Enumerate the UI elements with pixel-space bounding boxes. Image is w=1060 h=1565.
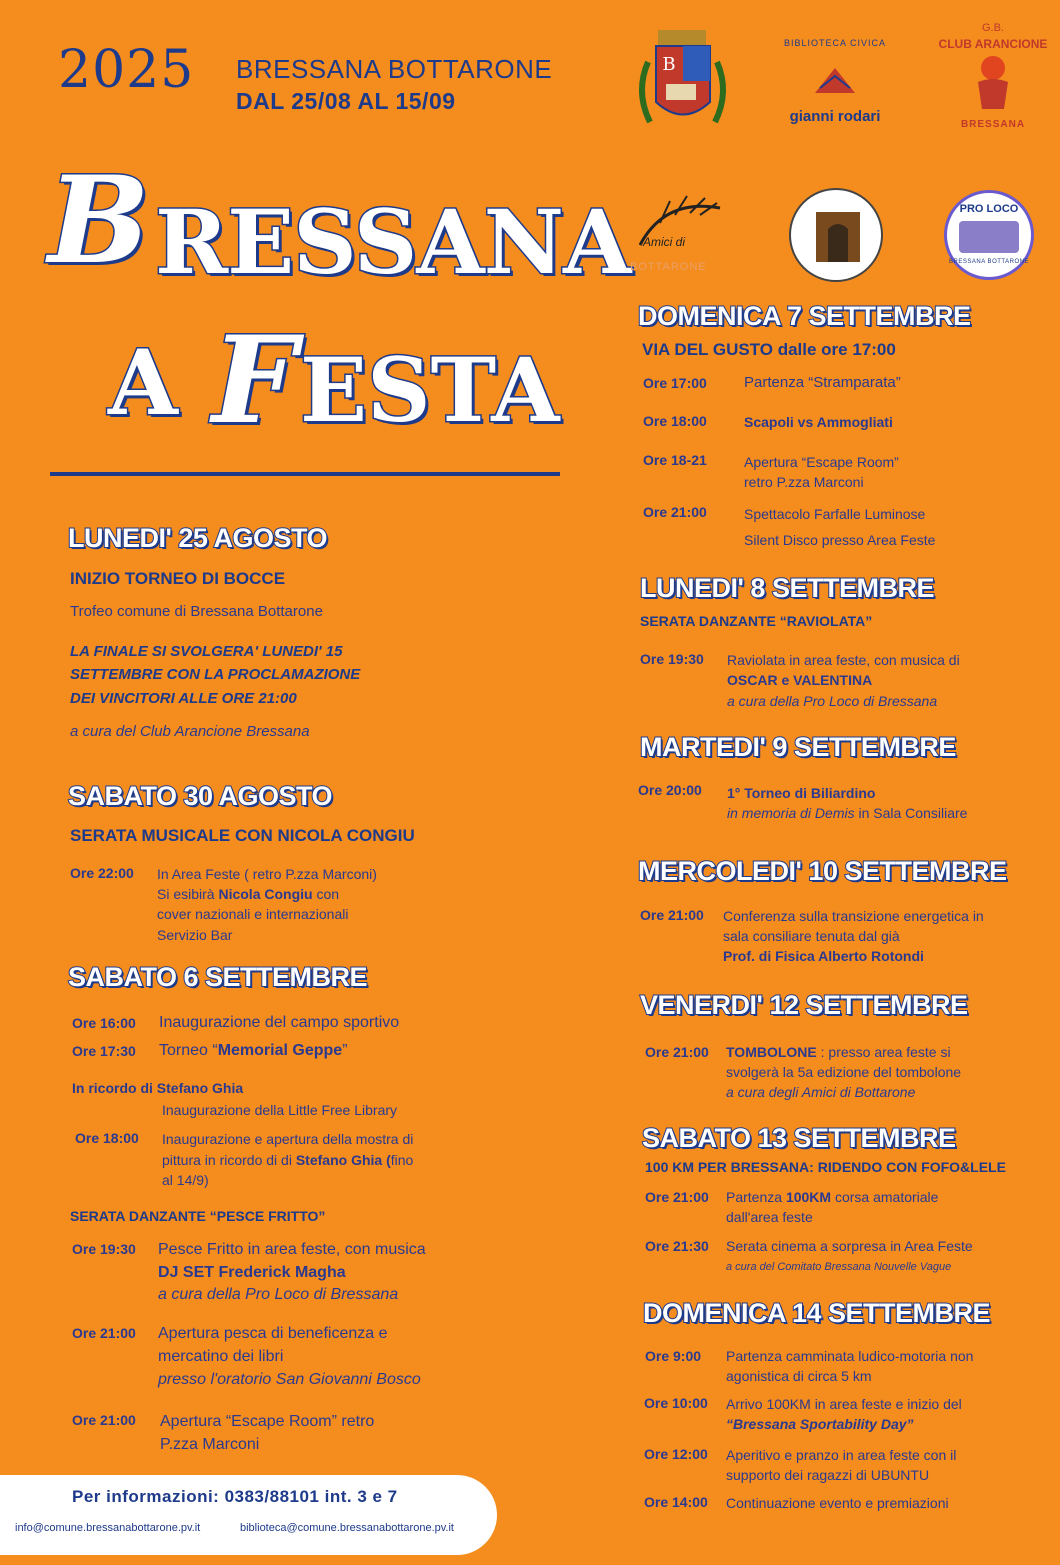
svg-text:B: B <box>662 54 676 75</box>
biblioteca-logo-top: BIBLIOTECA CIVICA <box>783 38 887 48</box>
day-heading-dom14: DOMENICA 14 SETTEMBRE <box>643 1298 991 1328</box>
event-time: Ore 20:00 <box>638 782 702 798</box>
year: 2025 <box>58 40 195 100</box>
event-time: Ore 9:00 <box>645 1348 702 1364</box>
event-time: Ore 21:00 <box>640 907 704 923</box>
text-line: 1° Torneo di Biliardino <box>727 785 876 801</box>
title-divider <box>50 472 560 476</box>
biblioteca-logo <box>780 38 890 138</box>
title-ressana: RESSANA <box>155 190 631 294</box>
section-note: In ricordo di Stefano Ghia <box>72 1080 244 1096</box>
text-line: Apertura “Escape Room” <box>744 454 899 470</box>
title-a: A <box>108 330 178 436</box>
amici-bottarone-logo <box>625 193 730 275</box>
title-letter-b: B <box>48 150 148 291</box>
text-span: fino <box>390 1152 414 1168</box>
day-heading-mar9: MARTEDI' 9 SETTEMBRE <box>640 732 956 762</box>
event-time: Ore 19:30 <box>72 1241 136 1257</box>
building-icon <box>808 204 868 266</box>
event-time: Ore 21:00 <box>645 1189 709 1205</box>
text-line: presso l'oratorio San Giovanni Bosco <box>158 1371 421 1388</box>
text-span: in Sala Consiliare <box>854 805 968 821</box>
event-time: Ore 10:00 <box>644 1395 708 1411</box>
event-name: 100KM <box>785 1189 832 1205</box>
event-time: Ore 18:00 <box>75 1130 139 1146</box>
comitato-logo <box>789 188 883 282</box>
text-span: Partenza <box>726 1189 786 1205</box>
text-line: a cura del Comitato Bressana Nouvelle Vague <box>726 1261 952 1273</box>
text-line <box>726 1187 938 1207</box>
text-line: Partenza “Stramparata” <box>744 374 901 391</box>
text-line: SETTEMBRE CON LA PROCLAMAZIONE <box>70 666 361 683</box>
text-span: in memoria di Demis <box>727 805 855 821</box>
event-time: Ore 18:00 <box>643 413 707 429</box>
text-line: Raviolata in area feste, con musica di <box>727 652 960 668</box>
event-time: Ore 21:00 <box>72 1325 136 1341</box>
day-heading-ven12: VENERDI' 12 SETTEMBRE <box>640 990 968 1020</box>
text-span: Si esibirà <box>157 886 219 902</box>
text-line: Prof. di Fisica Alberto Rotondi <box>723 948 924 964</box>
title-letter-f: F <box>212 310 298 451</box>
text-line <box>157 884 339 904</box>
subheading: SERATA DANZANTE “PESCE FRITTO” <box>70 1208 326 1224</box>
info-phone: Per informazioni: 0383/88101 int. 3 e 7 <box>72 1487 398 1506</box>
day-heading-lun8: LUNEDI' 8 SETTEMBRE <box>640 573 934 603</box>
pro-loco-logo-image <box>959 221 1019 253</box>
text-span: : presso area feste si <box>816 1044 951 1060</box>
amici-logo-subtext: BOTTARONE <box>630 261 707 273</box>
text-line: Apertura “Escape Room” retro <box>160 1413 375 1430</box>
event-time: Ore 16:00 <box>72 1015 136 1031</box>
text-span: pittura in ricordo di di <box>162 1152 296 1168</box>
event-time: Ore 21:00 <box>72 1412 136 1428</box>
subheading: SERATA DANZANTE “RAVIOLATA” <box>640 613 873 629</box>
town-name: BRESSANA BOTTARONE <box>236 54 553 84</box>
day-heading-lun25: LUNEDI' 25 AGOSTO <box>68 523 327 553</box>
text-line: Serata cinema a sorpresa in Area Feste <box>726 1238 973 1254</box>
mascot-icon <box>968 54 1018 114</box>
text-line: svolgerà la 5a edizione del tombolone <box>726 1064 962 1080</box>
event-time: Ore 19:30 <box>640 651 704 667</box>
event-time: Ore 18-21 <box>643 452 707 468</box>
text-line: a cura del Club Arancione Bressana <box>70 723 310 740</box>
event-time: Ore 17:30 <box>72 1043 136 1059</box>
event-time: Ore 14:00 <box>644 1494 708 1510</box>
subheading: VIA DEL GUSTO dalle ore 17:00 <box>642 340 896 359</box>
text-line: OSCAR e VALENTINA <box>727 672 873 688</box>
text-span: Torneo “ <box>159 1042 218 1059</box>
event-time: Ore 21:30 <box>645 1238 709 1254</box>
day-heading-mer10: MERCOLEDI' 10 SETTEMBRE <box>638 856 1007 886</box>
text-line: In Area Feste ( retro P.zza Marconi) <box>157 866 377 882</box>
club-logo-top: G.B. <box>981 22 1004 34</box>
text-line: a cura della Pro Loco di Bressana <box>158 1286 399 1303</box>
text-line: Servizio Bar <box>157 927 233 943</box>
text-line: Scapoli vs Ammogliati <box>744 414 893 430</box>
text-line: Pesce Fritto in area feste, con musica <box>158 1241 426 1258</box>
text-line: Apertura pesca di beneficenza e <box>158 1325 388 1342</box>
event-time: Ore 22:00 <box>70 865 134 881</box>
text-line: Inaugurazione della Little Free Library <box>162 1102 398 1118</box>
day-heading-sab6: SABATO 6 SETTEMBRE <box>68 962 368 992</box>
performer-name: Nicola Congiu <box>218 886 313 902</box>
text-line: Silent Disco presso Area Feste <box>744 532 936 548</box>
text-line: Conferenza sulla transizione energetica in <box>723 908 984 924</box>
text-line: a cura degli Amici di Bottarone <box>726 1084 916 1100</box>
email-link-info[interactable]: info@comune.bressanabottarone.pv.it <box>15 1522 201 1534</box>
text-line: retro P.zza Marconi <box>744 474 864 490</box>
text-line: sala consiliare tenuta dal già <box>723 928 900 944</box>
text-line: a cura della Pro Loco di Bressana <box>727 693 938 709</box>
text-line: Continuazione evento e premiazioni <box>726 1495 949 1511</box>
event-name: Memorial Geppe <box>217 1042 343 1059</box>
text-line: Trofeo comune di Bressana Bottarone <box>70 603 323 620</box>
pro-loco-logo-subtext: BRESSANA BOTTARONE <box>949 259 1029 265</box>
text-line: cover nazionali e internazionali <box>157 906 349 922</box>
biblioteca-logo-name: gianni rodari <box>789 108 881 125</box>
subheading: 100 KM PER BRESSANA: RIDENDO CON FOFO&LELE <box>645 1159 1006 1175</box>
text-line <box>162 1150 413 1170</box>
event-name: TOMBOLONE <box>726 1044 817 1060</box>
text-line: Partenza camminata ludico-motoria non <box>726 1348 974 1364</box>
club-logo-name: CLUB ARANCIONE <box>938 37 1048 51</box>
text-line: Arrivo 100KM in area feste e inizio del <box>726 1396 962 1412</box>
text-line: supporto dei ragazzi di UBUNTU <box>726 1467 930 1483</box>
text-line <box>159 1041 348 1061</box>
event-time: Ore 21:00 <box>645 1044 709 1060</box>
pro-loco-logo <box>944 190 1034 280</box>
text-span: con <box>312 886 340 902</box>
event-time: Ore 21:00 <box>643 504 707 520</box>
text-line: P.zza Marconi <box>160 1436 260 1453</box>
text-span: ” <box>342 1042 348 1059</box>
text-line: dall'area feste <box>726 1209 813 1225</box>
text-line: Aperitivo e pranzo in area feste con il <box>726 1447 957 1463</box>
event-dates: DAL 25/08 AL 15/09 <box>236 88 456 114</box>
text-line: Inaugurazione e apertura della mostra di <box>162 1131 414 1147</box>
title-esta: ESTA <box>300 338 560 442</box>
email-link-biblioteca[interactable]: biblioteca@comune.bressanabottarone.pv.it <box>240 1522 454 1534</box>
club-arancione-logo <box>938 22 1048 140</box>
text-line: Spettacolo Farfalle Luminose <box>744 506 926 522</box>
day-heading-sab13: SABATO 13 SETTEMBRE <box>642 1123 956 1153</box>
text-span: corsa amatoriale <box>831 1189 939 1205</box>
text-line <box>726 1042 951 1062</box>
text-line <box>727 803 967 823</box>
event-time: Ore 12:00 <box>644 1446 708 1462</box>
event-time: Ore 17:00 <box>643 375 707 391</box>
text-line: mercatino dei libri <box>158 1348 284 1365</box>
book-icon <box>810 58 860 103</box>
day-heading-sab30: SABATO 30 AGOSTO <box>68 781 333 811</box>
amici-logo-text: Amici di <box>643 235 686 249</box>
text-line: “Bressana Sportability Day” <box>726 1416 914 1432</box>
text-line: DEI VINCITORI ALLE ORE 21:00 <box>70 690 297 707</box>
subheading: SERATA MUSICALE CON NICOLA CONGIU <box>70 826 415 845</box>
text-line: DJ SET Frederick Magha <box>158 1264 346 1281</box>
pro-loco-logo-text: PRO LOCO <box>959 203 1019 215</box>
text-line: agonistica di circa 5 km <box>726 1368 872 1384</box>
text-line: al 14/9) <box>162 1172 209 1188</box>
text-line: Inaugurazione del campo sportivo <box>159 1014 400 1031</box>
club-logo-bottom: BRESSANA <box>960 119 1026 130</box>
person-name: Stefano Ghia ( <box>295 1152 391 1168</box>
day-heading-dom7: DOMENICA 7 SETTEMBRE <box>638 301 971 331</box>
subheading: INIZIO TORNEO DI BOCCE <box>70 569 286 588</box>
text-line: LA FINALE SI SVOLGERA' LUNEDI' 15 <box>70 643 343 660</box>
municipal-crest-icon <box>630 22 735 147</box>
